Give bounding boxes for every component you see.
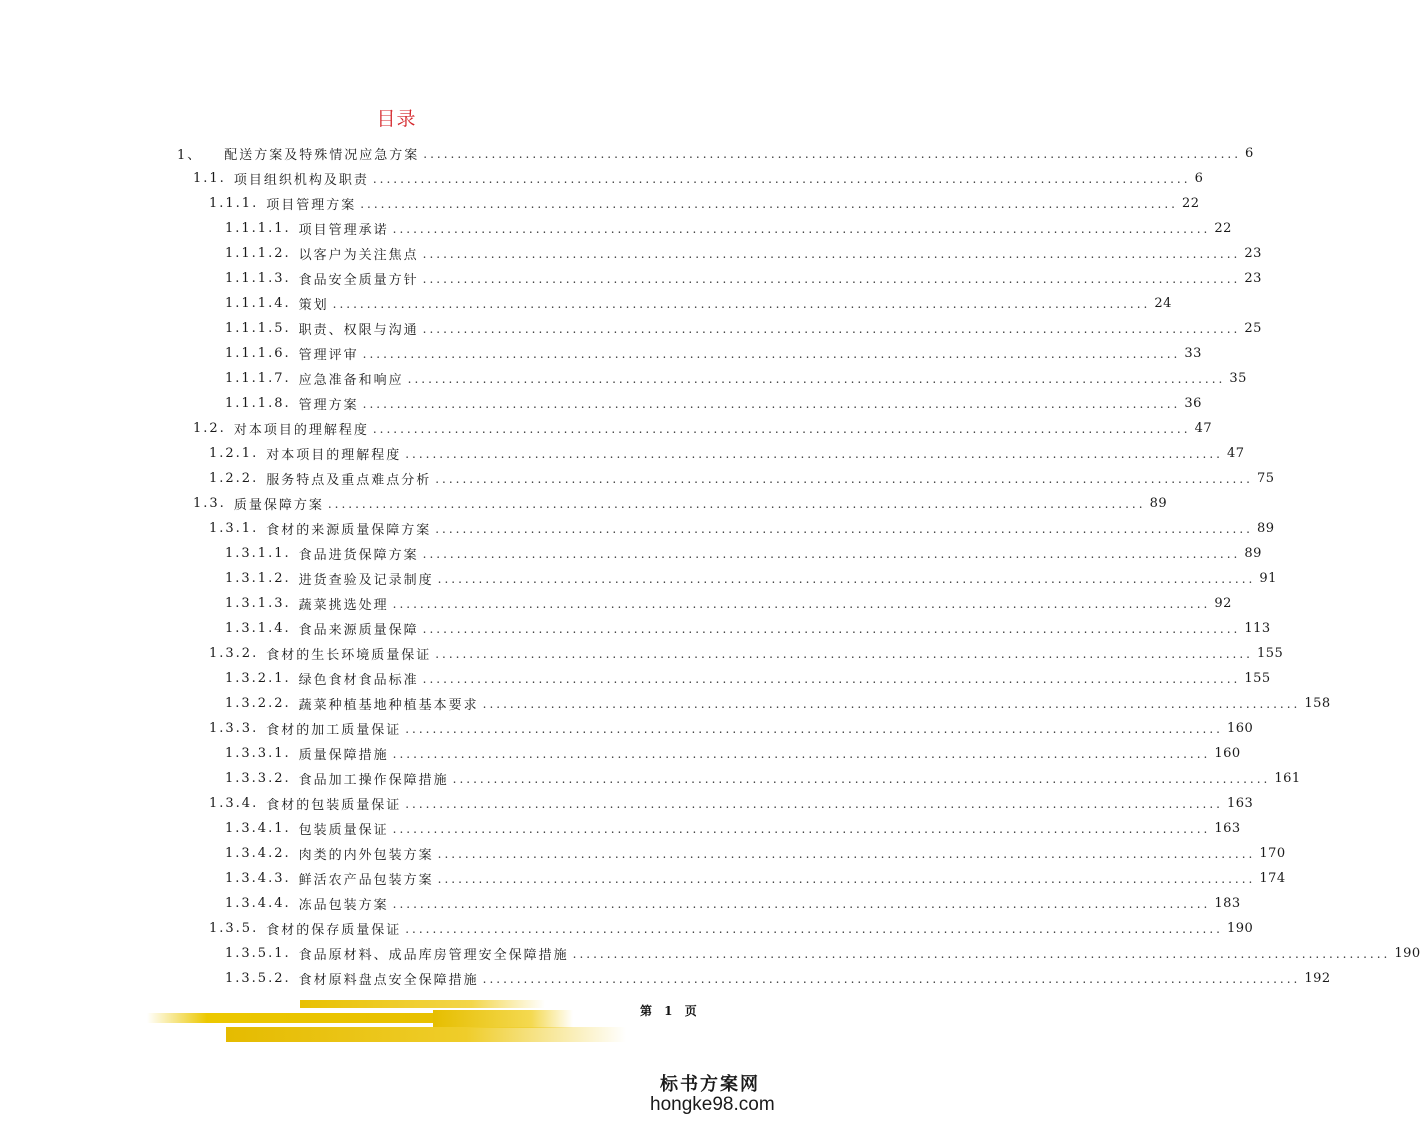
toc-entry[interactable] (225, 241, 1262, 266)
toc-entry-page: 23 (1244, 246, 1262, 261)
toc-entry[interactable] (209, 516, 1275, 541)
toc-entry-page: 23 (1244, 271, 1262, 286)
dot-leader: ........................................................................................................................ (435, 646, 1253, 661)
toc-entry-page: 155 (1244, 671, 1271, 686)
dot-leader: ........................................................................................................................ (422, 621, 1241, 636)
dot-leader: ........................................................................................................................ (407, 371, 1226, 386)
toc-entry[interactable] (225, 666, 1271, 691)
dot-leader: ........................................................................................................................ (437, 871, 1256, 886)
toc-entry-title: 绿色食材食品标准 (298, 673, 419, 688)
toc-entry-number: 1.3.1. (209, 521, 259, 536)
toc-entry-number: 1.1.1.6. (225, 346, 291, 361)
dot-leader: ........................................................................................................................ (405, 721, 1223, 736)
toc-entry-page: 24 (1154, 296, 1172, 311)
toc-entry-title: 蔬菜挑选处理 (298, 598, 389, 613)
toc-entry-number: 1.2. (193, 421, 226, 436)
toc-entry-number: 1.1. (193, 171, 226, 186)
toc-entry[interactable] (209, 916, 1254, 941)
toc-entry-number: 1.3.2. (209, 646, 259, 661)
toc-entry-title: 食品加工操作保障措施 (298, 773, 449, 788)
toc-entry-number: 1.3.5.2. (225, 971, 291, 986)
toc-entry-title: 蔬菜种植基地种植基本要求 (298, 698, 479, 713)
toc-entry-title: 鲜活农产品包装方案 (298, 873, 434, 888)
dot-leader: ........................................................................................................................ (327, 496, 1146, 511)
toc-entry-number: 1.3.4.4. (225, 896, 291, 911)
dot-leader: ........................................................................................................................ (362, 396, 1181, 411)
toc-entry[interactable] (193, 491, 1168, 516)
toc-entry-title: 质量保障措施 (298, 748, 389, 763)
toc-entry-number: 1.1.1.1. (225, 221, 291, 236)
toc-entry-title: 食材的来源质量保障方案 (266, 523, 432, 538)
toc-entry-page: 161 (1274, 771, 1301, 786)
toc-entry-page: 47 (1194, 421, 1213, 436)
dot-leader: ........................................................................................................................ (422, 546, 1241, 561)
dot-leader: ........................................................................................................................ (405, 446, 1223, 461)
toc-entry[interactable] (225, 891, 1241, 916)
toc-entry[interactable] (225, 391, 1202, 416)
footer-bar (433, 1010, 573, 1028)
toc-entry[interactable] (225, 741, 1241, 766)
toc-entry[interactable] (225, 541, 1262, 566)
footer-bar (147, 1013, 447, 1023)
toc-entry-title: 食品安全质量方针 (298, 273, 419, 288)
dot-leader: ........................................................................................................................ (422, 671, 1241, 686)
toc-entry-page: 33 (1184, 346, 1202, 361)
toc-entry-number: 1.1.1.2. (225, 246, 291, 261)
toc-entry-page: 36 (1184, 396, 1202, 411)
toc-entry[interactable] (225, 766, 1301, 791)
toc-entry-number: 1.3.4.2. (225, 846, 291, 861)
toc-entry[interactable] (225, 966, 1331, 991)
toc-entry-page: 6 (1194, 171, 1204, 186)
toc-entry-number: 1.3.1.4. (225, 621, 291, 636)
dot-leader: ........................................................................................................................ (392, 896, 1211, 911)
toc-entry-title: 策划 (298, 298, 329, 313)
toc-entry-page: 158 (1304, 696, 1331, 711)
toc-entry-page: 190 (1226, 921, 1254, 936)
dot-leader: ........................................................................................................................ (405, 796, 1223, 811)
watermark-chinese: 标书方案网 (660, 1074, 760, 1095)
toc-entry-page: 155 (1256, 646, 1284, 661)
toc-entry-number: 1.3.3.2. (225, 771, 291, 786)
toc-entry-title: 食材原料盘点安全保障措施 (298, 973, 479, 988)
toc-entry-number: 1.2.1. (209, 446, 259, 461)
toc-entry-page: 160 (1226, 721, 1254, 736)
toc-entry-page: 163 (1226, 796, 1254, 811)
toc-entry-page: 91 (1259, 571, 1277, 586)
toc-entry-page: 170 (1259, 846, 1286, 861)
toc-entry[interactable] (225, 366, 1247, 391)
dot-leader: ........................................................................................................................ (423, 146, 1242, 161)
dot-leader: ........................................................................................................................ (482, 971, 1301, 986)
toc-entry[interactable] (177, 141, 1254, 166)
toc-entry-title: 质量保障方案 (233, 498, 324, 513)
dot-leader: ........................................................................................................................ (392, 746, 1211, 761)
toc-entry[interactable] (225, 566, 1277, 591)
toc-title: 目录 (376, 108, 417, 130)
toc-entry-page: 25 (1244, 321, 1262, 336)
toc-entry-page: 35 (1229, 371, 1247, 386)
toc-entry-title: 食材的生长环境质量保证 (266, 648, 432, 663)
toc-entry-page: 174 (1259, 871, 1286, 886)
toc-entry-page: 47 (1226, 446, 1245, 461)
toc-entry-page: 92 (1214, 596, 1232, 611)
toc-entry-number: 1.3.2.1. (225, 671, 291, 686)
toc-entry-number: 1.3.1.3. (225, 596, 291, 611)
toc-entry-number: 1.3.4.1. (225, 821, 291, 836)
toc-entry-page: 192 (1304, 971, 1331, 986)
toc-entry-title: 服务特点及重点难点分析 (266, 473, 432, 488)
toc-entry-number: 1.3.3.1. (225, 746, 291, 761)
toc-entry-page: 113 (1244, 621, 1271, 636)
toc-entry-page: 190 (1394, 946, 1421, 961)
dot-leader: ........................................................................................................................ (422, 321, 1241, 336)
toc-entry-title: 管理评审 (298, 348, 359, 363)
toc-entry-page: 75 (1256, 471, 1275, 486)
toc-entry-title: 食品来源质量保障 (298, 623, 419, 638)
toc-entry-title: 项目管理方案 (266, 198, 357, 213)
toc-entry-number: 1.1.1. (209, 196, 259, 211)
dot-leader: ........................................................................................................................ (482, 696, 1301, 711)
toc-entry-title: 食材的保存质量保证 (266, 923, 402, 938)
dot-leader: ........................................................................................................................ (422, 271, 1241, 286)
page-number: 第 1 页 (640, 1004, 701, 1018)
toc-entry-number: 1.1.1.5. (225, 321, 291, 336)
toc-entry[interactable] (225, 866, 1286, 891)
toc-entry[interactable] (225, 941, 1421, 966)
toc-entry-page: 6 (1245, 146, 1254, 161)
toc-entry[interactable] (225, 316, 1262, 341)
dot-leader: ........................................................................................................................ (392, 221, 1211, 236)
toc-entry[interactable] (225, 216, 1232, 241)
dot-leader: ........................................................................................................................ (392, 596, 1211, 611)
toc-entry-title: 肉类的内外包装方案 (298, 848, 434, 863)
toc-entry-title: 包装质量保证 (298, 823, 389, 838)
toc-entry-title: 对本项目的理解程度 (233, 423, 369, 438)
toc-entry[interactable] (193, 166, 1204, 191)
toc-entry-title: 应急准备和响应 (298, 373, 404, 388)
toc-entry-title: 食品进货保障方案 (298, 548, 419, 563)
dot-leader: ........................................................................................................................ (392, 821, 1211, 836)
toc-entry-page: 89 (1244, 546, 1262, 561)
toc-entry[interactable] (225, 616, 1271, 641)
dot-leader: ........................................................................................................................ (572, 946, 1391, 961)
toc-entry[interactable] (225, 291, 1172, 316)
toc-entry-page: 89 (1256, 521, 1275, 536)
toc-entry[interactable] (193, 416, 1213, 441)
footer-bar (300, 1000, 545, 1008)
dot-leader: ........................................................................................................................ (332, 296, 1151, 311)
toc-entry-page: 22 (1181, 196, 1200, 211)
toc-entry-title: 项目管理承诺 (298, 223, 389, 238)
toc-entry-number: 1.1.1.3. (225, 271, 291, 286)
watermark-url: hongke98.com (650, 1094, 775, 1115)
dot-leader: ........................................................................................................................ (372, 421, 1191, 436)
toc-entry-title: 职责、权限与沟通 (298, 323, 419, 338)
toc-entry-title: 管理方案 (298, 398, 359, 413)
toc-entry-title: 进货查验及记录制度 (298, 573, 434, 588)
toc-entry-number: 1.1.1.4. (225, 296, 291, 311)
dot-leader: ........................................................................................................................ (452, 771, 1271, 786)
dot-leader: ........................................................................................................................ (435, 521, 1253, 536)
toc-entry-title: 食材的加工质量保证 (266, 723, 402, 738)
toc-entry-number: 1.3.1.1. (225, 546, 291, 561)
toc-entry-page: 89 (1149, 496, 1168, 511)
toc-entry[interactable] (225, 816, 1241, 841)
toc-entry-title: 配送方案及特殊情况应急方案 (224, 148, 420, 163)
toc-entry-number: 1.3.3. (209, 721, 259, 736)
toc-entry-page: 160 (1214, 746, 1241, 761)
toc-entry[interactable] (225, 841, 1286, 866)
dot-leader: ........................................................................................................................ (360, 196, 1178, 211)
toc-entry[interactable] (209, 191, 1200, 216)
toc-entry-number: 1.1.1.7. (225, 371, 291, 386)
footer-bar (226, 1027, 626, 1042)
dot-leader: ........................................................................................................................ (362, 346, 1181, 361)
toc-entry-number: 1.3.2.2. (225, 696, 291, 711)
toc-entry-title: 冻品包装方案 (298, 898, 389, 913)
toc-entry-title: 对本项目的理解程度 (266, 448, 402, 463)
toc-entry-page: 183 (1214, 896, 1241, 911)
toc-entry-title: 以客户为关注焦点 (298, 248, 419, 263)
toc-entry-number: 1.2.2. (209, 471, 259, 486)
toc-entry-number: 1.3.5. (209, 921, 259, 936)
toc-entry[interactable] (225, 691, 1331, 716)
toc-entry-page: 163 (1214, 821, 1241, 836)
dot-leader: ........................................................................................................................ (422, 246, 1241, 261)
toc-entry-title: 食材的包装质量保证 (266, 798, 402, 813)
toc-entry-number: 1.3.4. (209, 796, 259, 811)
toc-entry[interactable] (225, 266, 1262, 291)
toc-entry-number: 1.3.5.1. (225, 946, 291, 961)
toc-entry-title: 项目组织机构及职责 (233, 173, 369, 188)
toc-entry-number: 1、 (177, 148, 203, 163)
toc-entry[interactable] (225, 591, 1232, 616)
toc-entry[interactable] (209, 441, 1245, 466)
dot-leader: ........................................................................................................................ (435, 471, 1253, 486)
toc-entry-number: 1.1.1.8. (225, 396, 291, 411)
dot-leader: ........................................................................................................................ (437, 571, 1256, 586)
toc-entry[interactable] (225, 341, 1202, 366)
toc-entry[interactable] (209, 641, 1284, 666)
footer-decoration (0, 990, 793, 1050)
toc-entry-title: 食品原材料、成品库房管理安全保障措施 (298, 948, 569, 963)
toc-entry-number: 1.3.4.3. (225, 871, 291, 886)
dot-leader: ........................................................................................................................ (405, 921, 1223, 936)
toc-entry[interactable] (209, 716, 1254, 741)
toc-entry[interactable] (209, 466, 1275, 491)
toc-entry-page: 22 (1214, 221, 1232, 236)
toc-entry-number: 1.3.1.2. (225, 571, 291, 586)
toc-entry-number: 1.3. (193, 496, 226, 511)
toc-entry[interactable] (209, 791, 1254, 816)
dot-leader: ........................................................................................................................ (372, 171, 1191, 186)
dot-leader: ........................................................................................................................ (437, 846, 1256, 861)
